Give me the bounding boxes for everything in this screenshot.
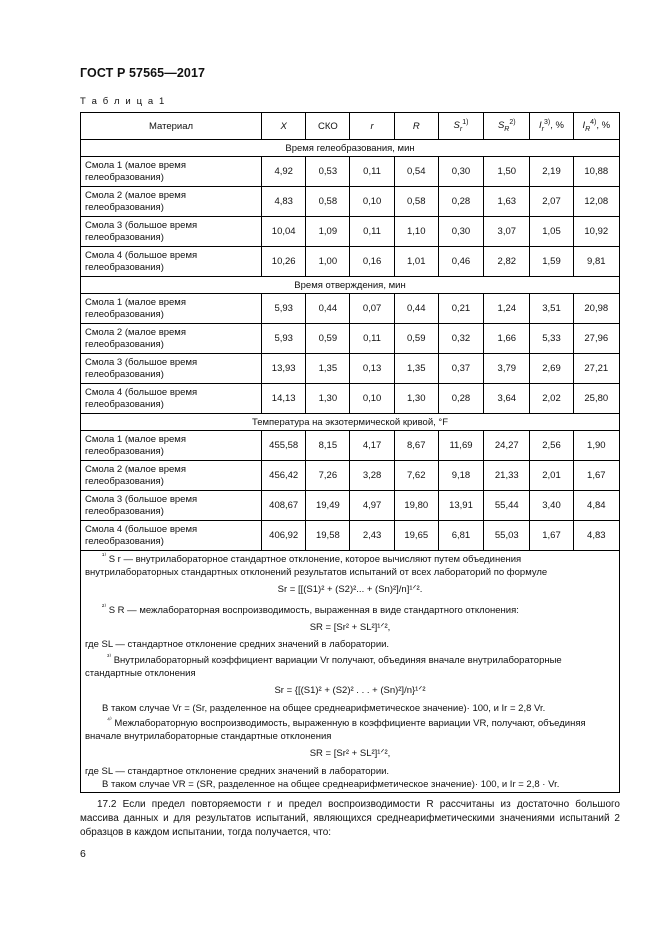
value-cell-sr: 0,37 — [438, 354, 483, 384]
value-cell-sR: 55,03 — [484, 521, 530, 551]
material-cell: Смола 4 (большое время гелеобразования) — [81, 247, 262, 277]
value-cell-R: 19,80 — [394, 491, 438, 521]
page-number: 6 — [80, 848, 86, 860]
section-row — [81, 414, 620, 431]
value-cell-R: 1,35 — [394, 354, 438, 384]
header-R: R — [394, 113, 438, 140]
value-cell-sR: 1,24 — [484, 294, 530, 324]
value-cell-ir: 2,01 — [530, 461, 573, 491]
value-cell-x: 13,93 — [262, 354, 306, 384]
table-caption: Т а б л и ц а 1 — [80, 96, 166, 107]
table-row — [81, 217, 620, 247]
value-cell-x: 456,42 — [262, 461, 306, 491]
formula-2: SR = [Sr² + SL²]¹ᐟ², — [309, 621, 391, 633]
value-cell-sko: 19,58 — [306, 521, 350, 551]
value-cell-iR: 4,83 — [573, 521, 619, 551]
value-cell-iR: 4,84 — [573, 491, 619, 521]
value-cell-sr: 0,32 — [438, 324, 483, 354]
section-title: Температура на экзотермической кривой, °F — [81, 414, 620, 431]
value-cell-iR: 27,96 — [573, 324, 619, 354]
material-cell: Смола 4 (большое время гелеобразования) — [81, 521, 262, 551]
value-cell-x: 14,13 — [262, 384, 306, 414]
value-cell-r: 4,17 — [350, 431, 394, 461]
value-cell-sR: 24,27 — [484, 431, 530, 461]
section-title: Время гелеобразования, мин — [81, 140, 620, 157]
value-cell-x: 10,26 — [262, 247, 306, 277]
section-title: Время отверждения, мин — [81, 277, 620, 294]
value-cell-x: 5,93 — [262, 324, 306, 354]
table-row — [81, 187, 620, 217]
table-row — [81, 247, 620, 277]
value-cell-r: 0,11 — [350, 324, 394, 354]
value-cell-sr: 0,21 — [438, 294, 483, 324]
value-cell-x: 10,04 — [262, 217, 306, 247]
value-cell-ir: 2,56 — [530, 431, 573, 461]
value-cell-ir: 5,33 — [530, 324, 573, 354]
header-sko: СКО — [306, 113, 350, 140]
table-row — [81, 354, 620, 384]
material-cell: Смола 4 (большое время гелеобразования) — [81, 384, 262, 414]
value-cell-sko: 1,30 — [306, 384, 350, 414]
value-cell-ir: 3,40 — [530, 491, 573, 521]
value-cell-sR: 3,07 — [484, 217, 530, 247]
value-cell-iR: 10,88 — [573, 157, 619, 187]
value-cell-iR: 12,08 — [573, 187, 619, 217]
value-cell-sko: 0,59 — [306, 324, 350, 354]
value-cell-sR: 1,66 — [484, 324, 530, 354]
value-cell-R: 1,01 — [394, 247, 438, 277]
header-material: Материал — [81, 113, 262, 140]
table-row — [81, 324, 620, 354]
value-cell-sr: 0,46 — [438, 247, 483, 277]
value-cell-sko: 0,58 — [306, 187, 350, 217]
footnote-1: $^{^{1)}}$ S r — внутрилабораторное стандартное отклонение, которое вычисляют путем объединения внутрилабораторных стандартных отклонений результатов испытаний от всех лабораторий по формуле — [85, 553, 548, 578]
value-cell-sko: 1,09 — [306, 217, 350, 247]
table-row — [81, 294, 620, 324]
material-cell: Смола 3 (большое время гелеобразования) — [81, 217, 262, 247]
formula-4: SR = [Sr² + SL²]¹ᐟ², — [309, 748, 391, 760]
value-cell-sko: 0,44 — [306, 294, 350, 324]
value-cell-R: 1,30 — [394, 384, 438, 414]
section-row — [81, 277, 620, 294]
value-cell-x: 455,58 — [262, 431, 306, 461]
footnotes — [81, 551, 620, 793]
value-cell-ir: 2,19 — [530, 157, 573, 187]
value-cell-r: 0,10 — [350, 384, 394, 414]
table-header-row — [81, 113, 620, 140]
material-cell: Смола 2 (малое время гелеобразования) — [81, 461, 262, 491]
value-cell-iR: 1,67 — [573, 461, 619, 491]
table-row — [81, 491, 620, 521]
paragraph-17-2: 17.2 Если предел повторяемости r и предел воспроизводимости R рассчитаны из достаточно большого массива данных и для результатов испытаний, являющихся среднеарифметическими значениями испытаний 2 образцов в каждом испытании, тогда получается, что: — [80, 799, 620, 838]
value-cell-ir: 2,69 — [530, 354, 573, 384]
value-cell-R: 0,59 — [394, 324, 438, 354]
value-cell-R: 19,65 — [394, 521, 438, 551]
value-cell-ir: 1,67 — [530, 521, 573, 551]
value-cell-r: 0,13 — [350, 354, 394, 384]
value-cell-sko: 0,53 — [306, 157, 350, 187]
footnote-3-case: В таком случае Vr = (Sr, разделенное на общее среднеарифметическое значение)· 100, и Ir = 2,8 Vr. — [102, 702, 546, 714]
value-cell-sr: 6,81 — [438, 521, 483, 551]
value-cell-r: 0,11 — [350, 157, 394, 187]
value-cell-ir: 1,05 — [530, 217, 573, 247]
value-cell-r: 0,11 — [350, 217, 394, 247]
value-cell-r: 4,97 — [350, 491, 394, 521]
table-row — [81, 431, 620, 461]
value-cell-R: 8,67 — [394, 431, 438, 461]
value-cell-sko: 1,35 — [306, 354, 350, 384]
table-body — [81, 140, 620, 551]
value-cell-ir: 2,02 — [530, 384, 573, 414]
value-cell-iR: 1,90 — [573, 431, 619, 461]
formula-1: Sr = [[(S1)² + (S2)²... + (Sn)²]/n]¹ᐟ². — [277, 583, 423, 595]
value-cell-r: 0,07 — [350, 294, 394, 324]
value-cell-ir: 3,51 — [530, 294, 573, 324]
value-cell-sR: 1,50 — [484, 157, 530, 187]
value-cell-x: 408,67 — [262, 491, 306, 521]
table-row — [81, 384, 620, 414]
value-cell-r: 2,43 — [350, 521, 394, 551]
header-sr: $S_r^{1)}$ — [438, 113, 483, 140]
value-cell-r: 3,28 — [350, 461, 394, 491]
value-cell-sR: 2,82 — [484, 247, 530, 277]
value-cell-x: 4,83 — [262, 187, 306, 217]
value-cell-sr: 0,28 — [438, 384, 483, 414]
footnote-4: $^{^{4)}}$ Межлабораторную воспроизводимость, выраженную в коэффициенте вариации VR, получают, объединяя вначале внутрилабораторные стандартные отклонения — [85, 717, 586, 743]
value-cell-sko: 7,26 — [306, 461, 350, 491]
value-cell-R: 0,44 — [394, 294, 438, 324]
material-cell: Смола 2 (малое время гелеобразования) — [81, 187, 262, 217]
value-cell-R: 1,10 — [394, 217, 438, 247]
value-cell-sr: 13,91 — [438, 491, 483, 521]
header-iR: $I_R^{4)}$, % — [573, 113, 619, 140]
material-cell: Смола 1 (малое время гелеобразования) — [81, 157, 262, 187]
table-row — [81, 157, 620, 187]
header-ir: $I_r^{3)}$, % — [530, 113, 573, 140]
value-cell-iR: 9,81 — [573, 247, 619, 277]
value-cell-sR: 3,79 — [484, 354, 530, 384]
header-sR: $S_R^{2)}$ — [484, 113, 530, 140]
value-cell-iR: 20,98 — [573, 294, 619, 324]
value-cell-R: 7,62 — [394, 461, 438, 491]
value-cell-sR: 55,44 — [484, 491, 530, 521]
value-cell-iR: 27,21 — [573, 354, 619, 384]
value-cell-sr: 0,30 — [438, 217, 483, 247]
value-cell-sko: 8,15 — [306, 431, 350, 461]
footnote-2-where: где SL — стандартное отклонение средних значений в лаборатории. — [85, 639, 390, 651]
document-id: ГОСТ Р 57565—2017 — [80, 66, 206, 80]
value-cell-ir: 1,59 — [530, 247, 573, 277]
value-cell-sR: 1,63 — [484, 187, 530, 217]
value-cell-x: 5,93 — [262, 294, 306, 324]
footnotes-row — [81, 551, 620, 793]
material-cell: Смола 2 (малое время гелеобразования) — [81, 324, 262, 354]
section-row — [81, 140, 620, 157]
value-cell-sko: 1,00 — [306, 247, 350, 277]
value-cell-R: 0,58 — [394, 187, 438, 217]
value-cell-iR: 25,80 — [573, 384, 619, 414]
table-row — [81, 461, 620, 491]
results-table — [80, 112, 620, 793]
material-cell: Смола 3 (большое время гелеобразования) — [81, 354, 262, 384]
value-cell-r: 0,16 — [350, 247, 394, 277]
value-cell-x: 4,92 — [262, 157, 306, 187]
value-cell-ir: 2,07 — [530, 187, 573, 217]
header-x: X — [262, 113, 306, 140]
material-cell: Смола 1 (малое время гелеобразования) — [81, 431, 262, 461]
footnote-4-where: где SL — стандартное отклонение средних значений в лаборатории. — [85, 765, 390, 777]
value-cell-R: 0,54 — [394, 157, 438, 187]
value-cell-x: 406,92 — [262, 521, 306, 551]
value-cell-r: 0,10 — [350, 187, 394, 217]
header-r: r — [350, 113, 394, 140]
material-cell: Смола 1 (малое время гелеобразования) — [81, 294, 262, 324]
value-cell-sr: 11,69 — [438, 431, 483, 461]
material-cell: Смола 3 (большое время гелеобразования) — [81, 491, 262, 521]
value-cell-sr: 0,30 — [438, 157, 483, 187]
footnote-4-case: В таком случае VR = (SR, разделенное на общее среднеарифметическое значение)· 100, и Ir = 2,8 · Vr. — [102, 778, 560, 790]
value-cell-sr: 9,18 — [438, 461, 483, 491]
table-row — [81, 521, 620, 551]
value-cell-iR: 10,92 — [573, 217, 619, 247]
value-cell-sr: 0,28 — [438, 187, 483, 217]
value-cell-sR: 3,64 — [484, 384, 530, 414]
footnote-3: $^{^{3)}}$ Внутрилабораторный коэффициент вариации Vr получают, объединяя вначале внутрилабораторные стандартные отклонения — [85, 654, 562, 680]
formula-3: Sr = {[(S1)² + (S2)² . . . + (Sn)²]/n}¹ᐟ² — [274, 684, 426, 696]
value-cell-sko: 19,49 — [306, 491, 350, 521]
value-cell-sR: 21,33 — [484, 461, 530, 491]
footnote-2: $^{^{2)}}$ S R — межлабораторная воспроизводимость, выраженная в виде стандартного отклонения: — [102, 603, 519, 616]
